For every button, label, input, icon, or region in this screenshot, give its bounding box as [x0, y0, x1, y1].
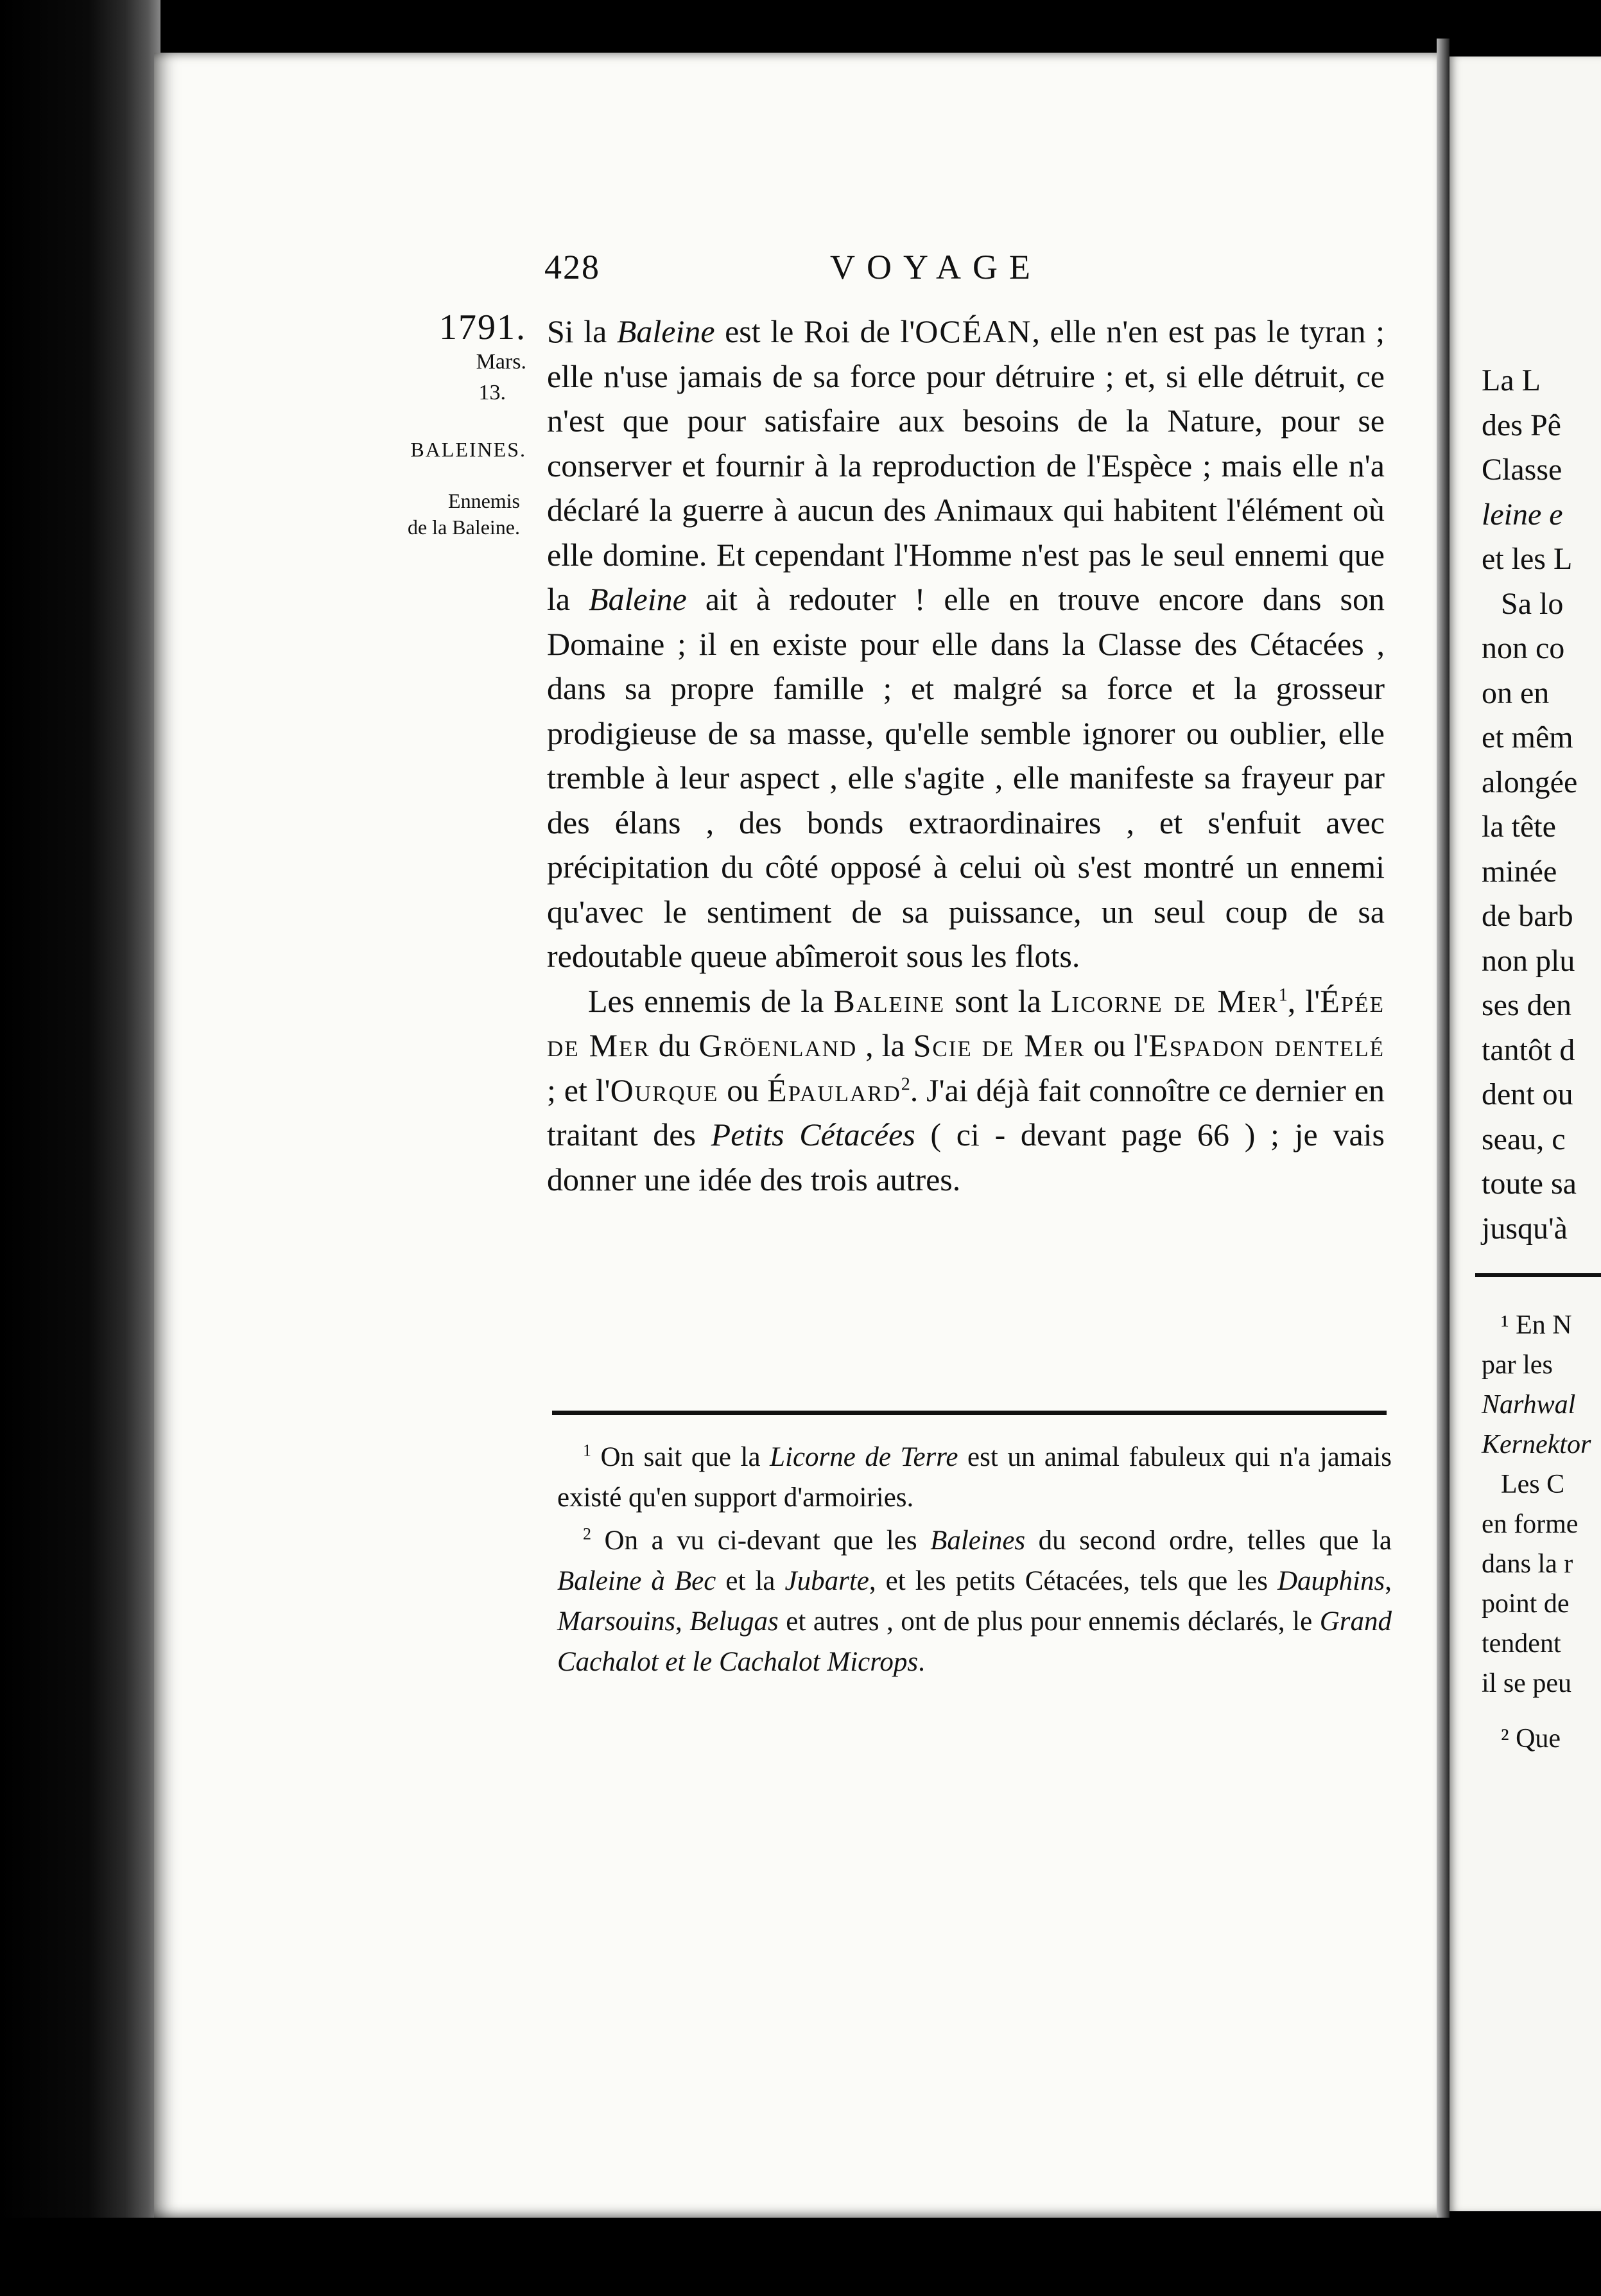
text-run: , — [1385, 1566, 1392, 1596]
italic-term: Petits Cétacées — [711, 1117, 915, 1152]
margin-year: 1791. — [439, 308, 526, 347]
facing-page-line: de barb — [1482, 899, 1573, 933]
facing-page-line: Classe — [1482, 453, 1562, 487]
smallcaps-term: Scie de Mer — [913, 1027, 1086, 1063]
facing-page-line: non co — [1482, 631, 1565, 665]
margin-subject-detail-line1: Ennemis — [448, 489, 520, 512]
facing-page-note-line: il se peu — [1482, 1669, 1571, 1698]
main-text — [547, 309, 1385, 1202]
smallcaps-term: Ourque — [610, 1072, 719, 1108]
footnote-marker: 2 — [901, 1074, 910, 1094]
text-run: , la — [857, 1027, 913, 1063]
text-run: , et les petits Cétacées, tels que les — [869, 1566, 1277, 1596]
facing-page-line: Sa lo — [1501, 586, 1564, 621]
text-run: est le Roi de l' — [714, 313, 915, 349]
italic-term: Baleine — [616, 313, 715, 349]
italic-term: Marsouins — [557, 1606, 675, 1637]
italic-term: Baleine à Bec — [557, 1566, 716, 1596]
margin-subject-detail — [359, 488, 520, 541]
italic-term: Dauphins — [1277, 1566, 1385, 1596]
smallcaps-term: Épée de Mer — [547, 982, 1385, 1063]
facing-page-line: dent ou — [1482, 1077, 1573, 1111]
facing-page — [1450, 57, 1601, 2211]
footnote-number: 2 — [583, 1524, 591, 1544]
text-run: On sait que la — [600, 1442, 770, 1472]
facing-page-line: tantôt d — [1482, 1032, 1575, 1067]
facing-page-note-line: dans la r — [1482, 1549, 1573, 1579]
smallcaps-term: Espadon dentelé — [1148, 1027, 1385, 1063]
facing-page-note-line: en forme — [1482, 1509, 1579, 1539]
scan-border — [0, 2218, 1601, 2296]
margin-day: 13. — [478, 381, 506, 405]
paragraph-1 — [547, 309, 1385, 979]
facing-page-line: leine e — [1482, 497, 1563, 532]
margin-subject: BALEINES. — [410, 438, 526, 462]
text-run: Si la — [547, 313, 617, 349]
facing-page-line: des Pê — [1482, 408, 1561, 442]
footnote-rule — [552, 1411, 1387, 1415]
margin-notes — [359, 308, 526, 541]
smallcaps-term: OCÉAN — [915, 313, 1032, 349]
text-run: du — [650, 1027, 699, 1063]
text-run: du second ordre, telles que la — [1025, 1526, 1392, 1556]
text-run: et autres , ont de plus pour ennemis déclarés, le — [778, 1606, 1320, 1637]
italic-term: Baleine — [589, 581, 687, 617]
facing-page-line: toute sa — [1482, 1167, 1577, 1201]
facing-page-footnotes — [1482, 1305, 1601, 1759]
text-run: Les ennemis de la — [588, 982, 834, 1019]
facing-page-line: La L — [1482, 363, 1541, 397]
text-run: est un animal fabuleux qui n'a jamais existé qu'en support d'armoiries. — [557, 1442, 1392, 1513]
footnotes — [557, 1437, 1392, 1685]
facing-page-note-line: Kernektor — [1482, 1430, 1591, 1459]
text-run: ; et l' — [547, 1072, 610, 1108]
page-gutter — [1437, 39, 1450, 2228]
footnote-1 — [557, 1437, 1392, 1518]
facing-page-line: et les L — [1482, 542, 1573, 576]
text-run: et la — [716, 1566, 785, 1596]
italic-term: Jubarte — [784, 1566, 869, 1596]
smallcaps-term: Gröenland — [698, 1027, 858, 1063]
facing-page-line: ses den — [1482, 988, 1571, 1022]
facing-page-note-line: ¹ En N — [1501, 1310, 1572, 1340]
running-head — [544, 247, 1385, 292]
facing-page-line: seau, c — [1482, 1122, 1566, 1156]
text-run: ait à redouter ! elle en trouve encore dans son Domaine ; il en existe pour elle dans la Classe des Cétacées , dans sa propre famille ; et malgré sa force et la grosseur prodigieuse de sa masse, qu'elle semble ignorer ou oublier, elle tremble à leur aspect , elle s'agite , elle manifeste sa frayeur par des élans , des bonds extraordinaires , et s'enfuit avec précipitation du côté opposé à celui où s'est montré un ennemi qu'avec le sentiment de sa puissance, un seul coup de sa redoutable queue abîmeroit sous les flots. — [547, 581, 1385, 974]
footnote-number: 1 — [583, 1441, 591, 1460]
facing-page-note-line: par les — [1482, 1350, 1553, 1380]
margin-month: Mars. — [476, 349, 526, 374]
text-run: ou l' — [1085, 1027, 1149, 1063]
smallcaps-term: Baleine — [833, 982, 946, 1019]
facing-page-line: on en — [1482, 675, 1550, 710]
italic-term: Belugas — [689, 1606, 779, 1637]
facing-page-note-line: Les C — [1501, 1470, 1565, 1499]
text-run: , l' — [1287, 982, 1320, 1019]
facing-page-footnote-rule — [1475, 1273, 1601, 1277]
text-run: ( ci - devant page 66 ) ; je vais donner une idée des trois autres. — [547, 1117, 1385, 1197]
page-number: 428 — [544, 248, 600, 286]
footnote-2 — [557, 1520, 1392, 1682]
smallcaps-term: Licorne de Mer — [1050, 982, 1279, 1019]
binding-shadow — [0, 0, 160, 2296]
margin-subject-detail-line2: de la Baleine. — [407, 516, 520, 539]
running-title: VOYAGE — [830, 248, 1042, 286]
facing-page-line: minée — [1482, 854, 1557, 889]
facing-page-line: non plu — [1482, 943, 1575, 978]
text-run: . — [918, 1647, 925, 1677]
italic-term: Baleines — [930, 1526, 1026, 1556]
facing-page-text — [1482, 358, 1601, 1251]
facing-page-note-line: point de — [1482, 1589, 1570, 1619]
spacer — [1482, 1703, 1601, 1719]
italic-term: Grand Cachalot et le Cachalot Microps — [557, 1606, 1392, 1677]
facing-page-note-line: tendent — [1482, 1629, 1561, 1658]
facing-page-note-line: ² Que — [1501, 1724, 1561, 1753]
text-run: . J'ai déjà fait connoître ce dernier en traitant des — [547, 1072, 1385, 1152]
facing-page-note-line: Narhwal — [1482, 1390, 1576, 1420]
italic-term: Licorne de Terre — [770, 1442, 958, 1472]
facing-page-line: jusqu'à — [1482, 1211, 1568, 1246]
text-run: sont la — [945, 982, 1051, 1019]
paragraph-2 — [547, 979, 1385, 1203]
smallcaps-term: Épaulard — [767, 1072, 901, 1108]
facing-page-line: la tête — [1482, 810, 1556, 844]
facing-page-line: et mêm — [1482, 720, 1573, 754]
text-run: On a vu ci-devant que les — [604, 1526, 931, 1556]
text-run: , elle n'en est pas le tyran ; elle n'use jamais de sa force pour détruire ; et, si elle détruit, ce n'est que pour satisfaire aux besoins de la Nature, pour se conserver et fournir à la reproduction de l'Espèce ; mais elle n'a déclaré la guerre à aucun des Animaux qui habitent l'élément où elle domine. Et cependant l'Homme n'est pas le seul ennemi que la — [547, 313, 1385, 617]
text-run: , — [675, 1606, 690, 1637]
text-run: ou — [718, 1072, 768, 1108]
footnote-marker: 1 — [1278, 984, 1288, 1005]
facing-page-line: alongée — [1482, 765, 1578, 799]
